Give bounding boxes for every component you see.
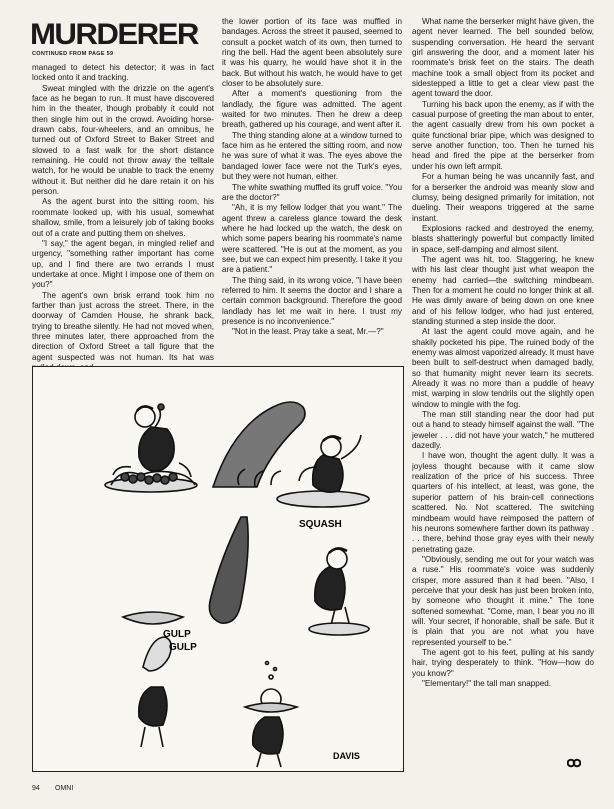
cartoon-drawing <box>33 367 403 771</box>
sfx-gulp-2: GULP <box>169 642 197 653</box>
text-column-3 <box>412 17 594 777</box>
paragraph: The agent was hit, too. Staggering, he knew with his last clear thought just what weapon the enemy had carried—the switching mindbeam. Then for a moment he could no longer think at all. He was dimly aware of being down on one knee and of his fellow lodger, who had just entered, standing stunned a step inside the door. <box>412 254 594 326</box>
caveman-eating-grapes <box>105 404 197 492</box>
paragraph: Turning his back upon the enemy, as if with the casual purpose of greeting the man about to enter, the agent casually drew from his own pocket a quite functional briar pipe, which was designed to serve another function, too. Then he turned his head and fired the pipe at the berserker from under his own left armpit. <box>412 99 594 171</box>
paragraph: The man still standing near the door had put out a hand to steady himself against the wall. "The jeweler . . . did not have your watch," he muttered dazedly. <box>412 410 594 451</box>
paragraph: the lower portion of its face was muffled in bandages. Across the street it paused, seemed to consult a pocket watch of its own, then turned to ring the bell. Had the agent been absolutely sure it was his quarry, he would have shot it in the back. But without his watch, he would have to get closer to be absolutely sure. <box>222 17 402 89</box>
cartoon-illustration <box>32 366 404 772</box>
paragraph: I have won, thought the agent dully. It was a joyless thought because with it came slow realization of the price of his success. Three quarters of his intellect, at least, was gone, the superior pattern of his brain-cell connections scattered. No. Not scattered. The switching mindbeam would have reimposed the pattern of his neurons somewhere farther down its pathway . . . there, behind those gray eyes with their newly penetrating gaze. <box>412 451 594 554</box>
paragraph: As the agent burst into the sitting room, his roommate looked up, with his usual, somewhat shallow, smile, from a leisurely job of taking books out of a crate and putting them on shelves. <box>32 197 214 238</box>
paragraph: "Obviously, sending me out for your watch was a ruse." His roommate's voice was suddenly crisper, more assured than it had been. "Also, I perceive that your desk has just been broken into, by someone who thought it mine." The tone softened somewhat. "Come, man, I bear you no ill will. Your secret, if honorable, shall be safe. But it is plain that you are not what you have represented yourself to be." <box>412 554 594 647</box>
text-column-2 <box>222 17 402 338</box>
page-number: 94 <box>32 785 40 792</box>
paragraph: The white swathing muffled its gruff voice. "You are the doctor?" <box>222 182 402 202</box>
paragraph: "Elementary!" the tall man snapped. <box>422 679 552 688</box>
paragraph: managed to detect his detector; it was in fact locked onto it and tracking. <box>32 63 214 83</box>
artist-signature: DAVIS <box>333 751 360 761</box>
text-column-1 <box>32 63 214 373</box>
paragraph: The thing said, in its wrong voice, "I have been referred to him. It seems the doctor and I share a certain common background. Therefore the good landlady has let me wait in here. I trust my presence is no inconvenience." <box>222 275 402 326</box>
cavemen-drinking <box>139 637 297 767</box>
paragraph: "I say," the agent began, in mingled relief and urgency, "something rather important has come up, and I find there are two errands I must undertake at once. Might I impose one of them on you?" <box>32 238 214 290</box>
paragraph: Explosions racked and destroyed the enemy, blasts shatteringly powerful but compactly limited in space, self-damping and almost silent. <box>412 223 594 254</box>
sfx-squash: SQUASH <box>299 519 342 530</box>
foot-squashing-caveman <box>213 402 369 507</box>
paragraph: "Ah, it is my fellow lodger that you want." The agent threw a careless glance toward the desk where he had locked up the watch, the desk on which some papers bearing his roommate's name were scattered. "He is out at the moment, as you see, but we can expect him presently. I take it you are a patient." <box>222 203 402 275</box>
caveman-with-bowl <box>123 517 369 635</box>
paragraph: Sweat mingled with the drizzle on the agent's face as he began to run. It must have discovered him in the theater, though probably it could not then single him out in the crowd. Avoiding horse-drawn cabs, four-wheelers, and an omnibus, he turned out of Oxford Street to Baker Street and slowed to a fast walk for the short distance remaining. He could not throw away the telltale watch, for he would be unable to track the enemy without it. But neither did he dare retain it on his person. <box>32 83 214 197</box>
paragraph: After a moment's questioning from the landlady, the figure was admitted. The agent waited for two minutes. Then he drew a deep breath, gathered up his courage, and went after it. <box>222 89 402 130</box>
sfx-gulp-1: GULP <box>163 629 191 640</box>
paragraph: The thing standing alone at a window turned to face him as he entered the sitting room, and now he was sure of what it was. The eyes above the bandaged lower face were not the Turk's eyes, but they were not human, either. <box>222 130 402 182</box>
paragraph: The agent's own brisk errand took him no farther than just across the street. There, in the doorway of Camden House, he shrank back, trying to breathe silently. He had not moved when, three minutes later, there approached from the direction of Oxford Street a tall figure that the agent suspected was not human. Its hat was <box>32 290 214 362</box>
paragraph: What name the berserker might have given, the agent never learned. The bell sounded below, suspending conversation. He heard the servant girl answering the door, and a moment later his roommate's brisk feet on the stairs. The death machine took a small object from its pocket and sidestepped a little to get a clear view past the agent toward the door. <box>412 17 594 99</box>
article-title: MURDERER <box>30 18 198 51</box>
paragraph: "Not in the least. Pray take a seat, Mr.—?" <box>232 327 384 337</box>
omni-end-mark-icon <box>567 758 581 768</box>
paragraph: The agent got to his feet, pulling at his sandy hair, trying desperately to think. "How—how do you know?" <box>412 647 594 678</box>
continued-note: CONTINUED FROM PAGE 59 <box>32 51 114 57</box>
magazine-name: OMNI <box>55 785 74 792</box>
paragraph: At last the agent could move again, and he shakily pocketed his pipe. The ruined body of the enemy was almost vaporized already. It must have been built to self-destruct when damaged badly, so that humanity might never learn its secrets. Already it was no more than a puddle of heavy mist, warping in slow tendrils out the slightly open window to mingle with the fog. <box>412 327 594 409</box>
paragraph: For a human being he was uncannily fast, and for a berserker the android was meanly slow and clumsy, being designed primarily for imitation, not dueling. Their weapons triggered at the same instant. <box>412 172 594 223</box>
